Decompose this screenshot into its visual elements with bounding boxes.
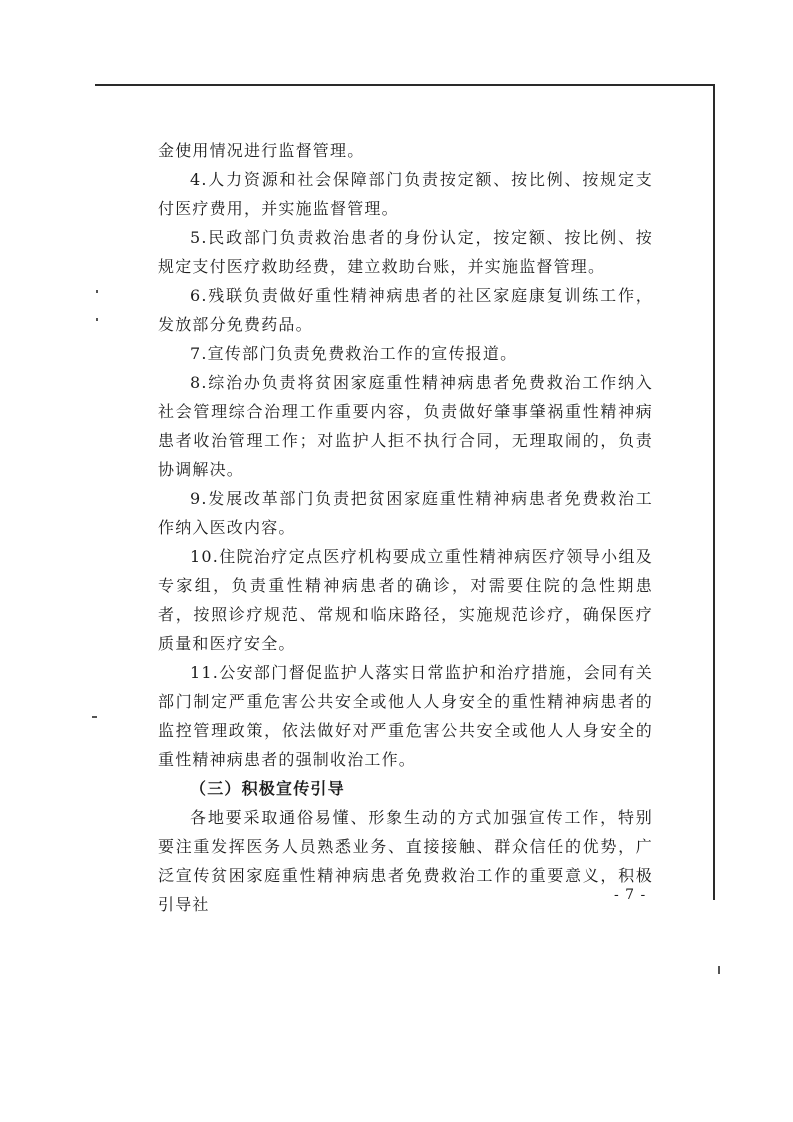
scan-speck <box>718 966 720 974</box>
paragraph-item-6: 6.残联负责做好重性精神病患者的社区家庭康复训练工作，发放部分免费药品。 <box>158 286 653 334</box>
scan-speck <box>96 290 98 293</box>
paragraph-item-5: 5.民政部门负责救治患者的身份认定，按定额、按比例、按规定支付医疗救助经费，建立救助台账，并实施监督管理。 <box>158 228 653 276</box>
paragraph-item-4: 4.人力资源和社会保障部门负责按定额、按比例、按规定支付医疗费用，并实施监督管理。 <box>158 170 653 218</box>
paragraph-item-10: 10.住院治疗定点医疗机构要成立重性精神病医疗领导小组及专家组，负责重性精神病患者的确诊，对需要住院的急性期患者，按照诊疗规范、常规和临床路径，实施规范诊疗，确保医疗质量和医疗安全。 <box>158 547 653 653</box>
scan-speck <box>96 318 98 321</box>
section-heading: （三）积极宣传引导 <box>190 779 345 798</box>
paragraph-item-8: 8.综治办负责将贫困家庭重性精神病患者免费救治工作纳入社会管理综合治理工作重要内容，负责做好肇事肇祸重性精神病患者收治管理工作；对监护人拒不执行合同，无理取闹的，负责协调解决。 <box>158 373 653 479</box>
page-right-rule <box>713 84 715 900</box>
paragraph-item-7: 7.宣传部门负责免费救治工作的宣传报道。 <box>190 344 518 363</box>
document-body <box>158 136 653 919</box>
paragraph-item-11: 11.公安部门督促监护人落实日常监护和治疗措施，会同有关部门制定严重危害公共安全或他人人身安全的重性精神病患者的监控管理政策，依法做好对严重危害公共安全或他人人身安全的重性精神病患者的强制收治工作。 <box>158 663 653 769</box>
paragraph-continued: 金使用情况进行监督管理。 <box>158 141 365 160</box>
paragraph-item-9: 9.发展改革部门负责把贫困家庭重性精神病患者免费救治工作纳入医改内容。 <box>158 489 653 537</box>
page-number: - 7 - <box>614 887 647 903</box>
scan-speck <box>92 716 97 718</box>
page-top-rule <box>95 84 713 86</box>
paragraph-publicity: 各地要采取通俗易懂、形象生动的方式加强宣传工作，特别要注重发挥医务人员熟悉业务、直接接触、群众信任的优势，广泛宣传贫困家庭重性精神病患者免费救治工作的重要意义，积极引导社 <box>158 808 653 914</box>
